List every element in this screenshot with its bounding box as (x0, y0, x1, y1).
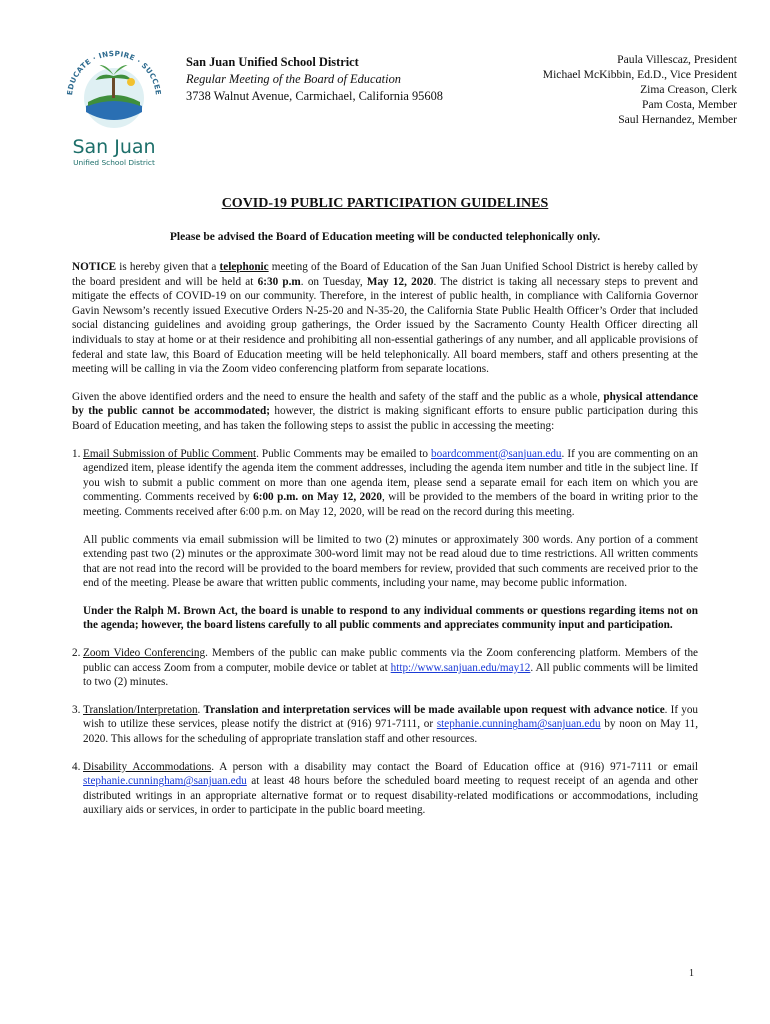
translation-statement: Translation and interpretation services will be made available upon request with advance notice (203, 703, 665, 716)
logo-subtitle: Unified School District (73, 158, 155, 167)
notice-text: meeting of the Board of Education of the San Juan Unified School District is hereby called by the board president and will be held at (72, 261, 699, 288)
district-name: San Juan Unified School District (186, 55, 359, 69)
meeting-date: May 12, 2020 (366, 275, 434, 288)
step-text: . Public Comments may be emailed to (256, 447, 431, 460)
step-email-submission (72, 447, 698, 520)
telephonic-advisory: Please be advised the Board of Education meeting will be conducted telephonically only. (169, 231, 601, 243)
district-header (186, 54, 443, 105)
step-number: 3. (72, 703, 81, 716)
step-number: 4. (72, 760, 81, 773)
disability-email-link[interactable]: stephanie.cunningham@sanjuan.edu (83, 775, 247, 788)
document-title: COVID-19 PUBLIC PARTICIPATION GUIDELINES (221, 196, 549, 211)
logo-name: San Juan (72, 136, 156, 158)
page-number: 1 (689, 968, 694, 979)
step-text: . If you wish to utilize these services, please notify the district at (916) 971-7111, or (83, 703, 699, 731)
step-heading: Disability Accommodations (83, 760, 212, 773)
telephonic-word: telephonic (219, 261, 269, 273)
step-number: 1. (72, 447, 81, 460)
step-heading: Translation/Interpretation (83, 703, 198, 716)
meeting-type: Regular Meeting of the Board of Education (186, 72, 401, 86)
step-translation (72, 703, 698, 747)
zoom-url-link[interactable]: http://www.sanjuan.edu/may12 (390, 661, 531, 674)
board-members-list (543, 52, 737, 127)
board-member: Michael McKibbin, Ed.D., Vice President (542, 68, 737, 81)
board-member: Paula Villescaz, President (617, 53, 737, 66)
given-text: Given the above identified orders and the need to ensure the health and safety of the staff and the public as a whole, (72, 390, 604, 403)
given-text: however, the district is making significant efforts to ensure public participation during this Board of Education meeting, and has taken the following steps to assist the public in accessing the meeting: (72, 405, 698, 432)
step-text: by noon on May 11, 2020. This allows for the scheduling of appropriate translation staff and other resources. (83, 718, 699, 746)
step-heading: Zoom Video Conferencing (83, 647, 206, 660)
board-member: Saul Hernandez, Member (618, 113, 737, 126)
step-number: 2. (72, 647, 81, 660)
step-text: . (197, 703, 204, 716)
board-member: Pam Costa, Member (642, 98, 737, 111)
step-heading: Email Submission of Public Comment (83, 447, 257, 460)
step-text: . Members of the public can make public comments via the Zoom conferencing platform. Members of the public can access Zoom from a computer, mobile device or tablet at (83, 647, 698, 674)
step-text: , will be provided to the members of the board in writing prior to the meeting. Comments received after 6:00 p.m. on May 12, 2020, will be read on the record during this meeting. (83, 491, 698, 518)
given-paragraph (72, 390, 698, 434)
step-text: . If you are commenting on an agendized item, please identify the agenda item the comment addresses, including the agenda item number and title in the subject line. If you wish to submit a public comment on more than one agenda item, please send a separate email for each item on which you are commenting. Comments received by (83, 447, 699, 504)
logo-arc-text: EDUCATE · INSPIRE · SUCCEE (65, 48, 163, 96)
notice-text: . on Tuesday, (300, 275, 367, 288)
comment-limit-paragraph: All public comments via email submission will be limited to two (2) minutes or approximately 300 words. Any portion of a comment extending past two (2) minutes or the approximate 300-word limit may not be read aloud due to time restrictions. All written comments that are not read into the record will be provided to the board members for review, provided that such comments are received prior to the end of the meeting. Please be aware that written public comments, including your name, may become public information. (83, 533, 698, 590)
step-zoom (72, 646, 698, 690)
comment-deadline: 6:00 p.m. on May 12, 2020 (253, 491, 382, 504)
district-logo (58, 40, 170, 170)
logo-emblem (58, 40, 170, 170)
step-text: . All public comments will be limited to two (2) minutes. (83, 661, 698, 689)
notice-paragraph (72, 260, 698, 377)
step-disability (72, 760, 698, 818)
translation-email-link[interactable]: stephanie.cunningham@sanjuan.edu (436, 718, 601, 731)
notice-text: is hereby given that a (116, 261, 220, 273)
step-text: . A person with a disability may contact the Board of Education office at (916) 971-7111 or email (211, 760, 698, 773)
attendance-statement: physical attendance by the public cannot be accommodated; (72, 390, 698, 418)
step-text: at least 48 hours before the scheduled board meeting to request receipt of an agenda and other distributed writings in an appropriate alternative format or to request disability-related modifications or accommodations, including auxiliary aids or services, in order to participate in the public board meeting. (83, 775, 698, 817)
meeting-time: 6:30 p.m (257, 275, 301, 288)
district-address: 3738 Walnut Avenue, Carmichael, California 95608 (186, 89, 443, 103)
brown-act-paragraph: Under the Ralph M. Brown Act, the board is unable to respond to any individual comments or questions regarding items not on the agenda; however, the board listens carefully to all public comments and appreciates community input and participation. (83, 604, 698, 632)
notice-lead: NOTICE (72, 261, 117, 273)
board-comment-email-link[interactable]: boardcomment@sanjuan.edu (431, 447, 562, 460)
notice-text: . The district is taking all necessary steps to prevent and mitigate the effects of COVID-19 on our community. Therefore, in the interest of public health, in compliance with California Governor Gavin Newsom’s recently issued Executive Orders N-25-20 and N-35-20, the California State Public Health Officer’s Order that included social distancing guidelines and avoiding group gatherings, the Order issued by the Sacramento County Health Officer directing all individuals to stay at home or at their residence and prohibiting all non-essential gatherings of any number, and all applicable provisions of federal and state law, this Board of Education meeting will be held telephonically. All board members, staff and others presenting at the meeting will be calling in via the Zoom video conferencing platform from separate locations. (72, 275, 698, 376)
document-body (72, 260, 698, 831)
board-member: Zima Creason, Clerk (640, 83, 737, 96)
